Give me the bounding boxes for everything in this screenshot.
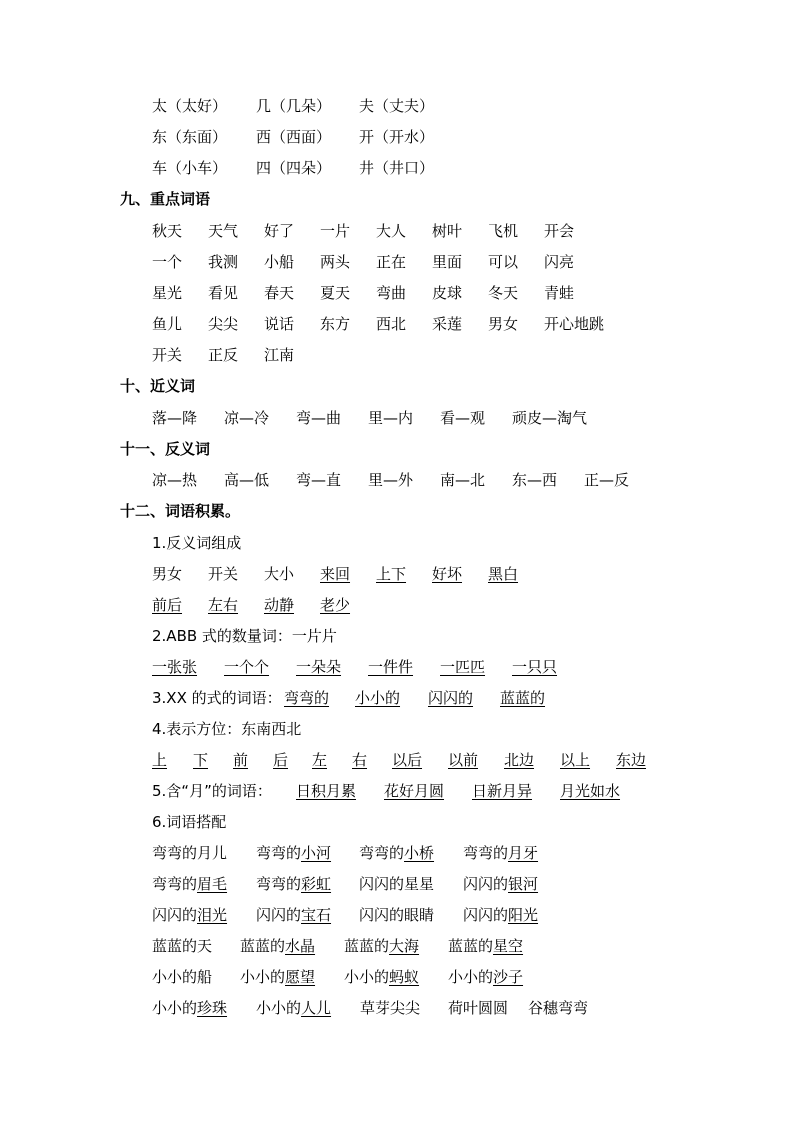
word-item-underlined: 一个个 — [224, 658, 270, 676]
char-item: 四（四朵） — [256, 159, 332, 177]
word-item: 一片 — [320, 222, 351, 240]
word-item-underlined: 东边 — [616, 751, 647, 769]
word-item-underlined: 下 — [193, 751, 209, 769]
word-item: 里面 — [432, 253, 463, 271]
word-item: 可以 — [488, 253, 519, 271]
collocation: 蓝蓝的大海 — [344, 937, 420, 955]
collocation: 闪闪的泪光 — [152, 906, 228, 924]
char-item: 几（几朵） — [256, 97, 332, 115]
word-item: 夏天 — [320, 284, 351, 302]
p5-label: 5.含“月”的词语： — [152, 782, 272, 800]
char-item: 井（井口） — [359, 159, 435, 177]
word-item: 正在 — [376, 253, 407, 271]
char-item: 车（小车） — [152, 159, 228, 177]
word-item-underlined: 左 — [312, 751, 328, 769]
word-item: 尖尖 — [208, 315, 239, 333]
word-item-underlined: 以前 — [448, 751, 479, 769]
collocation: 蓝蓝的星空 — [448, 937, 524, 955]
word-item-underlined: 花好月圆 — [384, 782, 445, 800]
word-item: 开心地跳 — [544, 315, 605, 333]
synonym-item: 弯—曲 — [296, 409, 342, 427]
collocation: 小小的珍珠 — [152, 999, 228, 1017]
word-item: 弯曲 — [376, 284, 407, 302]
section-12-title: 十二、词语积累。 — [120, 502, 241, 520]
antonym-item: 高—低 — [224, 471, 270, 489]
char-item: 太（太好） — [152, 97, 228, 115]
word-item-underlined: 黑白 — [488, 565, 519, 583]
p6-label: 6.词语搭配 — [152, 813, 227, 831]
char-item: 夫（丈夫） — [359, 97, 435, 115]
collocation: 闪闪的星星 — [359, 875, 435, 893]
word-item-underlined: 一匹匹 — [440, 658, 486, 676]
word-item: 西北 — [376, 315, 407, 333]
word-item: 青蛙 — [544, 284, 575, 302]
antonym-item: 弯—直 — [296, 471, 342, 489]
collocation: 闪闪的阳光 — [463, 906, 539, 924]
word-item: 小船 — [264, 253, 295, 271]
word-item: 正反 — [208, 346, 239, 364]
word-item: 树叶 — [432, 222, 463, 240]
word-item: 男女 — [488, 315, 519, 333]
word-item-underlined: 弯弯的 — [284, 689, 330, 707]
collocation: 弯弯的眉毛 — [152, 875, 228, 893]
char-item: 开（开水） — [359, 128, 435, 146]
collocation: 弯弯的月牙 — [463, 844, 539, 862]
char-item: 西（西面） — [256, 128, 332, 146]
word-item-underlined: 右 — [352, 751, 368, 769]
word-item: 看见 — [208, 284, 239, 302]
word-item: 我测 — [208, 253, 239, 271]
word-item: 两头 — [320, 253, 351, 271]
word-item-underlined: 闪闪的 — [428, 689, 474, 707]
collocation: 闪闪的银河 — [463, 875, 539, 893]
antonym-item: 东—西 — [512, 471, 558, 489]
word-item-underlined: 蓝蓝的 — [500, 689, 546, 707]
word-item: 鱼儿 — [152, 315, 183, 333]
collocation: 蓝蓝的水晶 — [240, 937, 316, 955]
antonym-item: 南—北 — [440, 471, 486, 489]
word-item-underlined: 日新月异 — [472, 782, 533, 800]
word-item: 江南 — [264, 346, 295, 364]
word-item: 开关 — [152, 346, 183, 364]
collocation: 小小的沙子 — [448, 968, 524, 986]
word-item-underlined: 老少 — [320, 596, 351, 614]
collocation: 蓝蓝的天 — [152, 937, 213, 955]
collocation: 小小的愿望 — [240, 968, 316, 986]
word-item-underlined: 日积月累 — [296, 782, 357, 800]
collocation: 小小的蚂蚁 — [344, 968, 420, 986]
word-item-underlined: 以上 — [560, 751, 591, 769]
word-item: 东方 — [320, 315, 351, 333]
word-item: 星光 — [152, 284, 183, 302]
synonym-item: 里—内 — [368, 409, 414, 427]
collocation: 小小的人儿 — [256, 999, 332, 1017]
collocation: 荷叶圆圆 — [448, 999, 509, 1017]
p4-label: 4.表示方位：东南西北 — [152, 720, 302, 738]
word-item-underlined: 一只只 — [512, 658, 558, 676]
p2-label: 2.ABB 式的数量词：一片片 — [152, 627, 337, 645]
word-item: 好了 — [264, 222, 295, 240]
synonym-item: 看—观 — [440, 409, 486, 427]
word-item-underlined: 一件件 — [368, 658, 414, 676]
word-item-underlined: 小小的 — [355, 689, 401, 707]
word-item: 大小 — [264, 565, 295, 583]
antonym-item: 里—外 — [368, 471, 414, 489]
word-item: 天气 — [208, 222, 239, 240]
collocation: 弯弯的小桥 — [359, 844, 435, 862]
word-item-underlined: 左右 — [208, 596, 239, 614]
word-item: 冬天 — [488, 284, 519, 302]
section-9-title: 九、重点词语 — [120, 190, 211, 208]
collocation: 闪闪的眼睛 — [359, 906, 435, 924]
collocation: 谷穗弯弯 — [528, 999, 589, 1017]
section-10-title: 十、近义词 — [120, 377, 196, 395]
word-item-underlined: 来回 — [320, 565, 351, 583]
word-item: 皮球 — [432, 284, 463, 302]
collocation: 草芽尖尖 — [360, 999, 421, 1017]
word-item-underlined: 北边 — [504, 751, 535, 769]
collocation: 小小的船 — [152, 968, 213, 986]
word-item: 秋天 — [152, 222, 183, 240]
collocation: 闪闪的宝石 — [256, 906, 332, 924]
word-item-underlined: 动静 — [264, 596, 295, 614]
p3-label: 3.XX 的式的词语： — [152, 689, 282, 707]
synonym-item: 凉—冷 — [224, 409, 270, 427]
word-item: 说话 — [264, 315, 295, 333]
word-item: 大人 — [376, 222, 407, 240]
word-item: 闪亮 — [544, 253, 575, 271]
collocation: 弯弯的月儿 — [152, 844, 228, 862]
word-item: 男女 — [152, 565, 183, 583]
p1-label: 1.反义词组成 — [152, 534, 242, 552]
synonym-item: 顽皮—淘气 — [512, 409, 588, 427]
word-item: 一个 — [152, 253, 183, 271]
synonym-item: 落—降 — [152, 409, 198, 427]
word-item-underlined: 月光如水 — [560, 782, 621, 800]
word-item-underlined: 一张张 — [152, 658, 198, 676]
word-item-underlined: 上 — [152, 751, 168, 769]
word-item-underlined: 好坏 — [432, 565, 463, 583]
section-11-title: 十一、反义词 — [120, 440, 211, 458]
word-item: 春天 — [264, 284, 295, 302]
word-item: 飞机 — [488, 222, 519, 240]
word-item-underlined: 前后 — [152, 596, 183, 614]
collocation: 弯弯的彩虹 — [256, 875, 332, 893]
char-item: 东（东面） — [152, 128, 228, 146]
word-item: 开关 — [208, 565, 239, 583]
word-item-underlined: 以后 — [392, 751, 423, 769]
word-item-underlined: 后 — [273, 751, 289, 769]
word-item: 开会 — [544, 222, 575, 240]
antonym-item: 正—反 — [584, 471, 630, 489]
word-item: 采莲 — [432, 315, 463, 333]
word-item-underlined: 上下 — [376, 565, 407, 583]
antonym-item: 凉—热 — [152, 471, 198, 489]
word-item-underlined: 前 — [233, 751, 249, 769]
word-item-underlined: 一朵朵 — [296, 658, 342, 676]
collocation: 弯弯的小河 — [256, 844, 332, 862]
